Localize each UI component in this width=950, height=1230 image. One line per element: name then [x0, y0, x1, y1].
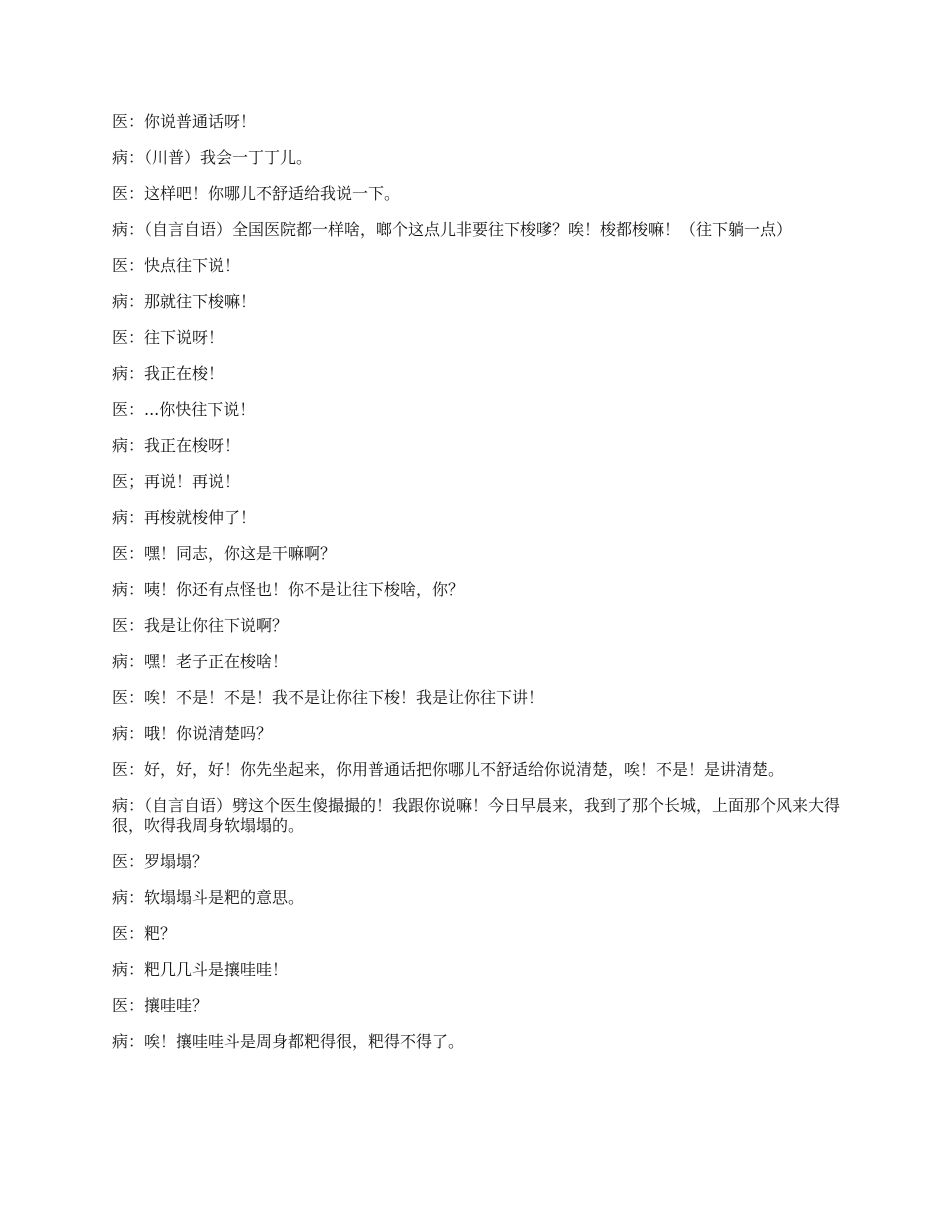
dialogue-line: 病：软塌塌斗是粑的意思。 [112, 888, 305, 907]
dialogue-line: 医：攘哇哇？ [112, 996, 209, 1015]
dialogue-line: 医：这样吧！你哪儿不舒适给我说一下。 [112, 184, 401, 203]
dialogue-line: 医：...你快往下说！ [112, 400, 256, 419]
dialogue-line: 医：粑？ [112, 924, 177, 943]
dialogue-line: 医：快点往下说！ [112, 256, 241, 275]
dialogue-line: 医：我是让你往下说啊？ [112, 616, 289, 635]
dialogue-line: 病：嘿！老子正在梭啥！ [112, 652, 289, 671]
dialogue-line: 病：咦！你还有点怪也！你不是让往下梭啥，你？ [112, 580, 465, 599]
dialogue-line: 病：我正在梭！ [112, 364, 225, 383]
dialogue-line: 医：唉！不是！不是！我不是让你往下梭！我是让你往下讲！ [112, 688, 545, 707]
dialogue-line: 病：粑几几斗是攘哇哇！ [112, 960, 289, 979]
dialogue-line: 病：（自言自语）全国医院都一样啥，啷个这点儿非要往下梭嗲？唉！梭都梭嘛！（往下躺一点） [112, 220, 793, 239]
dialogue-line: 病：那就往下梭嘛！ [112, 292, 257, 311]
dialogue-line: 病：再梭就梭伸了！ [112, 508, 257, 527]
dialogue-line: 病：（川普）我会一丁丁儿。 [112, 148, 313, 167]
dialogue-line: 医：你说普通话呀！ [112, 112, 257, 131]
dialogue-line: 病：哦！你说清楚吗？ [112, 724, 273, 743]
dialogue-line: 病：我正在梭呀！ [112, 436, 241, 455]
dialogue-line: 医：罗塌塌？ [112, 852, 209, 871]
document-page [112, 112, 840, 1068]
dialogue-line: 医；再说！再说！ [112, 472, 241, 491]
dialogue-line: 病：唉！攘哇哇斗是周身都粑得很，粑得不得了。 [112, 1032, 465, 1051]
dialogue-line: 医：往下说呀！ [112, 328, 225, 347]
dialogue-line: 病：（自言自语）劈这个医生傻撮撮的！我跟你说嘛！今日早晨来，我到了那个长城，上面那个风来大得很，吹得我周身软塌塌的。 [112, 796, 841, 835]
dialogue-line: 医：好，好，好！你先坐起来，你用普通话把你哪儿不舒适给你说清楚，唉！不是！是讲清楚。 [112, 760, 785, 779]
dialogue-line: 医：嘿！同志，你这是干嘛啊？ [112, 544, 337, 563]
